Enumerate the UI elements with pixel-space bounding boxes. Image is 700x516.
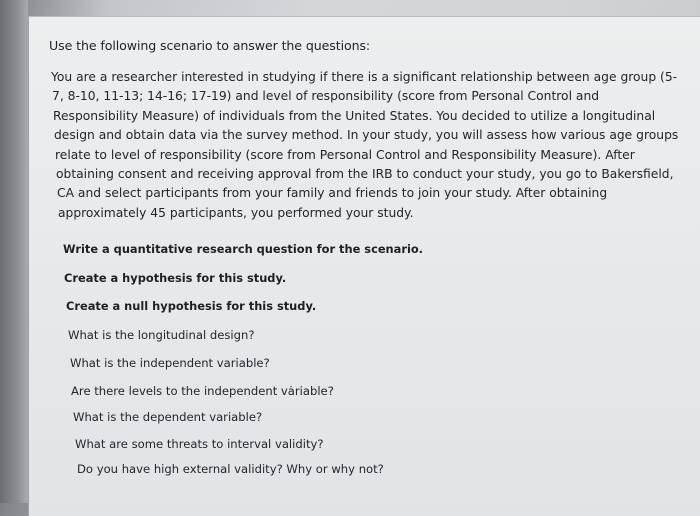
scenario-line: Responsibility Measure) of individuals from the United States. You decided to utilize a longitudinal	[53, 108, 656, 123]
scenario-line: CA and select participants from your family and friends to join your study. After obtaining	[57, 186, 608, 201]
question-research-question: Write a quantitative research question for the scenario.	[63, 242, 424, 256]
scenario-line: obtaining consent and receiving approval from the IRB to conduct your study, you go to Bakersfield,	[56, 167, 674, 182]
scenario-line: 7, 8-10, 11-13; 14-16; 17-19) and level of responsibility (score from Personal Control and	[52, 89, 600, 104]
question-iv-levels: Are there levels to the independent vȧriable?	[71, 384, 334, 398]
question-external-validity: Do you have high external validity? Why or why not?	[77, 462, 384, 476]
instruction-text: Use the following scenario to answer the questions:	[49, 38, 371, 53]
monitor-edge-shadow	[0, 0, 28, 503]
question-hypothesis: Create a hypothesis for this study.	[64, 271, 287, 285]
question-validity-threats: What are some threats to interval validity?	[75, 437, 324, 451]
question-independent-variable: What is the independent variable?	[70, 356, 270, 370]
question-null-hypothesis: Create a null hypothesis for this study.	[66, 299, 317, 313]
question-dependent-variable: What is the dependent variable?	[73, 410, 263, 424]
scenario-line: approximately 45 participants, you performed your study.	[58, 205, 414, 220]
scenario-line: design and obtain data via the survey method. In your study, you will assess how various age groups	[54, 128, 679, 143]
scenario-paragraph	[51, 68, 679, 223]
question-longitudinal-design: What is the longitudinal design?	[68, 328, 255, 342]
scenario-line: You are a researcher interested in studying if there is a significant relationship between age group (5-	[51, 70, 678, 84]
scenario-line: relate to level of responsibility (score from Personal Control and Responsibility Measure). After	[55, 147, 635, 162]
